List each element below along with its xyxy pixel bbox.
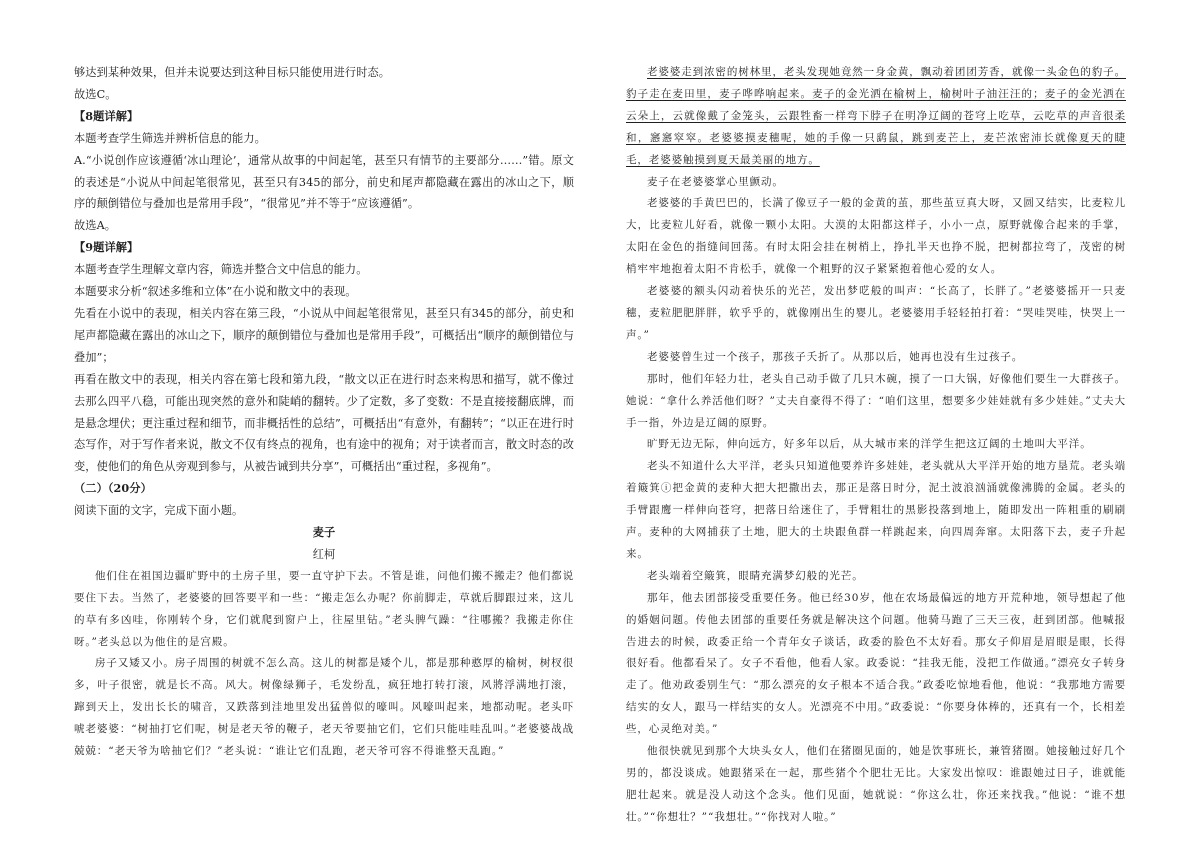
paragraph: 本题考查学生理解文章内容，筛选并整合文中信息的能力。 — [74, 263, 368, 277]
story-paragraph: 他很快就见到那个大块头女人，他们在猪圈见面的，她是饮事班长，兼管猪圈。她接触过好几个男的，都没谈成。她跟猪采在一起，那些猪个个肥壮无比。大家发出惊叹：谁跟她过日子，谁就能肥壮起来。就是没人动这个念头。他们见面，她就说：“你这么壮，你还来找我。”他说：“谁不想壮。”“你想壮？”“我想壮。”“你找对人啦。” — [626, 745, 1126, 823]
paragraph: 阅读下面的文字，完成下面小题。 — [74, 504, 244, 518]
paragraph: 再看在散文中的表现，相关内容在第七段和第九段，“散文以正在进行时态来构思和描写，就不像过去那么四平八稳，可能出现突然的意外和陡峭的翻转。少了定数，多了变数：不是直接接翻底牌，而是悬念埋伏；更注重过程和细节，而非概括性的总结”，可概括出“有意外，有翻转”；“以正在进行时态写作，对于写作者来说，散文不仅有终点的视角，也有途中的视角；对于读者而言，散文时态的改变，使他们的角色从旁观到参与，从被告诫到共分享”，可概括出“重过程，多视角”。 — [74, 372, 574, 474]
story-paragraph: 麦子在老婆婆掌心里颤动。 — [647, 175, 784, 188]
paragraph: 故选C。 — [74, 87, 117, 101]
story-paragraph: 他们住在祖国边疆旷野中的土房子里，要一直守护下去。不管是谁，问他们搬不搬走？他们都说要住下去。当然了，老婆婆的回答要平和一些：“搬走怎么办呢？你前脚走，草就后脚跟过来，这儿的草有多凶哇，你刚转个身，它们就爬到窗户上，往屋里钻。”老头脾气躁：“往哪搬？我搬走你住呀。”老头总以为他住的是宫殿。 — [74, 569, 574, 648]
story-paragraph: 老头不知道什么大平洋，老头只知道他要养许多娃娃，老头就从大平洋开始的地方垦荒。老头端着簸箕ⓘ把金黄的麦种大把大把撒出去，那正是落日时分，泥土波浪汹涌就像沸腾的金属。老头的手臂跟鹰一样伸向苍穹，把落日给迷住了，手臂粗壮的黑影投落到地上，随即发出一阵粗重的刷刷声。麦种的大网捕获了土地，肥大的土块跟鱼群一样跳起来，向四周奔窜。太阳落下去，麦子升起来。 — [626, 460, 1126, 560]
article-author: 红柯 — [312, 547, 336, 561]
story-paragraph: 那时，他们年轻力壮，老头自己动手做了几只木碗，摸了一口大锅，好像他们要生一大群孩子。她说：“拿什么养活他们呀？”丈夫自豪得不得了：“咱们这里，想要多少娃娃就有多少娃娃。”丈夫大手一指，外边是辽阔的原野。 — [626, 372, 1126, 429]
paragraph: A.“小说创作应该遵循‘冰山理论’，通常从故事的中间起笔，甚至只有情节的主要部分……”错。原文的表述是“小说从中间起笔很常见，甚至只有345的部分，前史和尾声都隐藏在露出的冰山之下，顺序的颠倒错位与叠加也是常用手段”，“很常见”并不等于“应该遵循”。 — [74, 153, 574, 211]
paragraph: 故选A。 — [74, 219, 117, 233]
left-column — [74, 62, 574, 763]
story-paragraph: 旷野无边无际，伸向远方，好多年以后，从大城市来的洋学生把这辽阔的土地叫大平洋。 — [647, 438, 1092, 451]
story-paragraph: 那年，他去团部接受重要任务。他已经30岁，他在农场最偏远的地方开荒种地，领导想起了他的婚姻问题。传他去团部的重要任务就是解决这个问题。他骑马跑了三天三夜，赶到团部。他喊报告进去的时候，政委正给一个青年女子谈话，政委的脸色不太好看。那女子仰眉是眉眼是眼，长得很好看。他都看呆了。女子不看他，他看人家。政委说：“挂我无能，没把工作做通。”漂亮女子转身走了。他劝政委别生气：“那么漂亮的女子根本不适合我。”政委吃惊地看他，他说：“我那地方需要结实的女人，跟马一样结实的女人。光漂亮不中用。”政委说：“你要身体棒的，还真有一个，长相差些，心灵绝对美。” — [626, 591, 1126, 736]
paragraph: 本题考查学生筛选并辨析信息的能力。 — [74, 131, 266, 145]
paragraph: 先看在小说中的表现，相关内容在第三段，“小说从中间起笔很常见，甚至只有345的部分，前史和尾声都隐藏在露出的冰山之下，顺序的颠倒错位与叠加也是常用手段”，可概括出“顺序的颠倒错位与叠加”； — [74, 306, 574, 364]
story-paragraph: 老头端着空簸箕，眼睛充满梦幻般的光芒。 — [647, 569, 864, 582]
story-paragraph: 老婆婆的手黄巴巴的，长满了像豆子一般的金黄的茧，那些茧豆真大呀，又圆又结实，比麦粒儿大，比麦粒儿好看，就像一颗小太阳。大漠的太阳都这样子，小小一点，原野就像合起来的手掌，太阳在金色的指缝间回荡。有时太阳会挂在树梢上，挣扎半天也挣不脱，把树都拉弯了，茂密的树梢牢牢地抱着太阳不肯松手，就像一个粗野的汉子紧紧抱着他心爱的女人。 — [626, 197, 1126, 276]
paragraph: 够达到某种效果，但并未说要达到这种目标只能使用进行时态。 — [74, 66, 391, 79]
story-paragraph: 老婆婆的额头闪动着快乐的光芒，发出梦呓般的叫声：“长高了，长胖了。”老婆婆摇开一只麦穗，麦粒肥肥胖胖，软乎乎的，就像刚出生的婴儿。老婆婆用手轻轻拍打着：“哭哇哭哇，快哭上一声。” — [626, 285, 1126, 341]
right-column — [626, 62, 1126, 829]
article-title: 麦子 — [312, 525, 336, 540]
underlined-story-paragraph: 老婆婆走到浓密的树林里，老头发现她竟然一身金黄，飘动着团团芳香，就像一头金色的豹子。豹子走在麦田里，麦子哗哗响起来。麦子的金光洒在榆树上，榆树叶子油汪汪的；麦子的金光洒在云朵上，云就像戴了金笼头，云跟牲畜一样弯下脖子在明净辽阔的苍穹上吃草，云吃草的声音很柔和，窸窸窣窣。老婆婆摸麦穗呢，她的手像一只鹞鼠，跳到麦芒上，麦芒浓密沛长就像夏天的睫毛，老婆婆触摸到夏天最美丽的地方。 — [626, 66, 1126, 166]
paragraph: 本题要求分析“叙述多维和立体”在小说和散文中的表现。 — [74, 285, 357, 299]
story-paragraph: 房子又矮又小。房子周围的树就不怎么高。这儿的树都是矮个儿，都是那种憨厚的榆树，树杈很多，叶子很密，就是长不高。风大。树像绿狮子，毛发纷乱，疯狂地打转打滚，风將浮满地打滚，蹿到天上，发出长长的啸音，又跌落到洼地里发出猛兽似的嚎叫。风嚎叫起来，地都动呢。老头吓唬老婆婆：“树抽打它们呢，树是老天爷的鞭子，老天爷要抽它们，它们只能哇哇乱叫。”老婆婆战战兢兢：“老天爷为啥抽它们？”老头说：“谁让它们乱跑，老天爷可容不得谁整天乱跑。” — [74, 657, 574, 758]
section-heading: （二）（20分） — [74, 481, 152, 496]
section-heading: 【8题详解】 — [74, 108, 139, 123]
story-paragraph: 老婆婆曾生过一个孩子，那孩子夭折了。从那以后，她再也没有生过孩子。 — [647, 350, 1024, 363]
section-heading: 【9题详解】 — [74, 240, 139, 255]
